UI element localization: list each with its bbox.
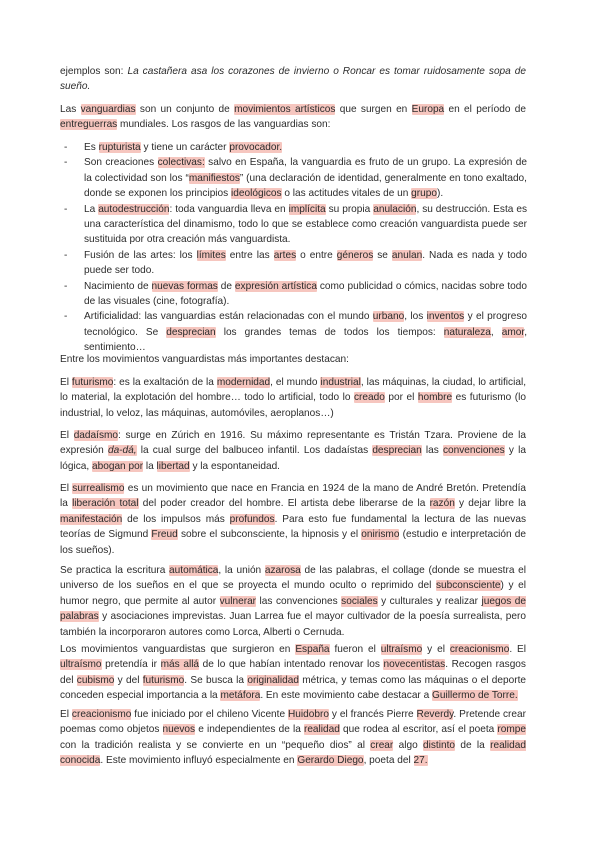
highlighted-term: vulnerar [219, 595, 257, 607]
futurismo-text [60, 375, 526, 421]
text-segment: Artificialidad: las vanguardias están relacionadas con el mundo [84, 311, 373, 323]
text-segment: , la unión [218, 565, 265, 576]
rasgos-list [63, 140, 527, 356]
text-segment: Son creaciones [84, 157, 158, 169]
highlighted-term: vanguardias [80, 104, 136, 115]
highlighted-term: realidad conocida [60, 739, 527, 767]
text-segment: de los impulsos más [122, 513, 230, 525]
highlighted-term: Guillermo de Torre. [432, 690, 518, 702]
creacionismo-paragraph [60, 707, 526, 769]
text-segment: de las palabras, el collage (donde se muestra el universo de los sueños en el que se proyecta el mundo oculto o reprimido del [60, 565, 526, 592]
text-segment: y culturales y realizar [377, 595, 482, 607]
text-segment: o entre [296, 249, 337, 261]
rasgos-list-wrap [63, 140, 527, 356]
highlighted-term: azarosa [264, 565, 301, 576]
highlighted-term: onirismo [361, 529, 400, 541]
highlighted-term: surrealismo [72, 483, 125, 494]
escritura-text [60, 563, 526, 640]
entre-paragraph [60, 352, 526, 367]
text-segment: de [217, 280, 235, 292]
escritura-paragraph [60, 563, 526, 640]
text-segment: y el progreso tecnológico. Se [84, 311, 528, 338]
highlighted-term: anulación [373, 203, 417, 215]
highlighted-term: Huidobro [288, 709, 329, 720]
text-segment: y el francés Pierre [328, 709, 417, 720]
highlighted-term: profundos [229, 513, 275, 525]
text-segment: y el [422, 644, 450, 655]
text-segment: . Nada es nada y todo puede ser todo. [84, 249, 527, 277]
dadaismo-text [60, 428, 526, 474]
highlighted-term: autodestrucción [98, 203, 170, 215]
text-segment: mundiales. Los rasgos de las vanguardias son: [117, 119, 331, 131]
text-segment: fue iniciado por el chileno Vicente [131, 709, 289, 720]
text-segment: de lo que habían intentado renovar los [199, 659, 384, 671]
highlighted-term: juegos de palabras [60, 595, 526, 623]
text-segment: Los movimientos vanguardistas que surgieron en [60, 644, 296, 655]
highlighted-term: 27. [413, 755, 428, 767]
rasgo-item [63, 279, 527, 310]
highlighted-term: hombre [417, 392, 453, 404]
highlighted-term: inventos [426, 311, 465, 323]
highlighted-term: creado [353, 392, 385, 404]
text-segment: El [60, 430, 74, 441]
text-segment: . En este movimiento cabe destacar a [260, 690, 433, 702]
futurismo-paragraph [60, 375, 526, 421]
text-segment: . Recogen rasgos del [60, 659, 526, 686]
rasgo-item [63, 248, 527, 279]
text-segment: y dejar libre la [454, 498, 527, 510]
dadaismo-paragraph [60, 428, 526, 474]
highlighted-term: automática [169, 565, 219, 576]
highlighted-term: límites [196, 249, 226, 261]
highlighted-term: ideológicos [231, 188, 282, 200]
highlighted-term: ultraísmo [60, 659, 102, 671]
text-segment: como publicidad o cómics, nacidas sobre todo de las visuales (cine, fotografía). [84, 280, 527, 308]
text-segment: las [421, 445, 443, 457]
text-segment: . El [509, 644, 526, 655]
text-segment: del poder creador del hombre. El artista debe liberarse de la [138, 498, 430, 510]
text-segment: . Para esto fue fundamental la lectura de las nuevas teorías de Sigmund [60, 513, 526, 541]
text-segment: , sentimiento… [84, 326, 527, 354]
text-segment: , su destrucción. Esta es una característica del dinamismo, todo lo que se establece como creación vanguardista puede ser sustituida por otra creación más vanguardista. [84, 203, 527, 246]
highlighted-term: subconsciente [435, 580, 501, 592]
vanguardias-paragraph [60, 102, 526, 133]
highlighted-term: movimientos artísticos [234, 104, 336, 115]
text-segment: , los [404, 311, 427, 323]
highlighted-term: futurismo [71, 377, 114, 388]
highlighted-term: modernidad [216, 377, 271, 388]
highlighted-term: cubismo [76, 674, 115, 686]
rasgo-item [63, 202, 527, 248]
highlighted-term: creacionismo [449, 644, 510, 655]
highlighted-term: novecentistas [383, 659, 446, 671]
text-segment: la [143, 460, 157, 472]
text-segment: . Pretende crear poemas como objetos [60, 709, 526, 736]
intro-examples: La castañera asa los corazones de invierno o Roncar es tomar ruidosamente sopa de sueño. [60, 66, 526, 93]
highlighted-term: realidad [303, 724, 340, 736]
text-segment: Nacimiento de [84, 280, 152, 292]
text-segment: por el [384, 392, 418, 404]
text-segment: pretendía ir [101, 659, 161, 671]
text-segment: ) y el humor negro, que permite al autor [60, 580, 526, 607]
text-segment: e independientes de la [195, 724, 304, 736]
vanguardias-text [60, 102, 526, 133]
text-segment: , poeta del [363, 755, 414, 767]
text-segment: la cual surge del balbuceo infantil. Los dadaístas [136, 445, 373, 457]
highlighted-term: nuevos [162, 724, 196, 736]
text-segment: y del [114, 674, 143, 686]
intro-paragraph [60, 64, 526, 95]
highlighted-term: dadaísmo [73, 430, 119, 441]
text-segment: los grandes temas de todos los tiempos: [215, 326, 444, 338]
text-segment: algo [393, 739, 424, 751]
text-segment: sobre el subconsciente, la hipnosis y el [177, 529, 362, 541]
text-segment: . Se busca la [184, 674, 248, 686]
rasgo-item [63, 155, 527, 201]
text-segment: su propia [325, 203, 374, 215]
highlighted-term: futurismo [142, 674, 185, 686]
text-segment: métrica, y temas como las máquinas o el deporte conceden especial importancia a la [60, 674, 526, 702]
text-segment: El [60, 377, 72, 388]
text-segment: es futurismo (lo industrial, lo veloz, las máquinas, automóviles, aeroplanos…) [60, 392, 527, 419]
highlighted-term: anulan [391, 249, 423, 261]
highlighted-term: urbano [372, 311, 405, 323]
highlighted-term: Freud [151, 529, 178, 541]
surrealismo-paragraph [60, 481, 526, 558]
highlighted-term: creacionismo [71, 709, 132, 720]
rasgo-item [63, 140, 527, 155]
highlighted-term: industrial [320, 377, 361, 388]
surrealismo-text [60, 481, 526, 558]
highlighted-term: rompe [497, 724, 526, 736]
highlighted-term: crear [370, 739, 394, 751]
text-segment: entre las [225, 249, 274, 261]
highlighted-term: da-dá, [107, 445, 137, 457]
text-segment: con la tradición realista y se convierte en un “pequeño dios” al [60, 739, 371, 751]
text-segment: ). [437, 188, 444, 200]
text-segment: Las [60, 104, 81, 115]
text-segment: y tiene un carácter [140, 142, 230, 153]
highlighted-term: razón [429, 498, 455, 510]
highlighted-term: Europa [411, 104, 445, 115]
highlighted-term: más allá [160, 659, 200, 671]
text-segment: es un movimiento que nace en Francia en 1924 de la mano de André Bretón. Pretendía la [60, 483, 526, 510]
rasgo-item [63, 309, 527, 355]
highlighted-term: amor [501, 326, 525, 338]
text-segment: en el período de [444, 104, 526, 115]
text-segment: , las máquinas, la ciudad, lo artificial, lo material, la explotación del hombre… todo lo artificial, todo lo [60, 377, 526, 404]
highlighted-term: Reverdy [416, 709, 454, 720]
creacionismo-text [60, 707, 526, 769]
highlighted-term: sociales [341, 595, 378, 607]
highlighted-term: abogan por [91, 460, 144, 472]
text-segment: El [60, 483, 73, 494]
text-segment: son un conjunto de [135, 104, 235, 115]
text-segment: las convenciones [256, 595, 342, 607]
entre-text: Entre los movimientos vanguardistas más importantes destacan: [60, 354, 349, 365]
text-segment: salvo en España, la vanguardia es fruto de un grupo. La expresión de la colectividad son los “ [84, 157, 527, 184]
highlighted-term: implícita [288, 203, 326, 215]
text-segment: fueron el [329, 644, 381, 655]
highlighted-term: entreguerras [60, 119, 118, 131]
highlighted-term: Gerardo Diego [297, 755, 364, 767]
text-segment: se [373, 249, 392, 261]
highlighted-term: convenciones [442, 445, 505, 457]
highlighted-term: rupturista [98, 142, 141, 153]
text-segment: , [490, 326, 502, 338]
text-segment: (estudio e interpretación de los sueños). [60, 529, 526, 556]
highlighted-term: originalidad [247, 674, 299, 686]
text-segment: : es la exaltación de la [113, 377, 217, 388]
text-segment: ” (una declaración de identidad, generalmente en tono exaltado, donde se exponen los principios [84, 172, 527, 200]
espana-text [60, 642, 526, 704]
text-segment: Se practica la escritura [60, 565, 170, 576]
highlighted-term: España [295, 644, 330, 655]
highlighted-term: liberación total [72, 498, 139, 510]
highlighted-term: grupo [411, 188, 437, 200]
text-segment: y la lógica, [60, 445, 526, 472]
highlighted-term: ultraísmo [380, 644, 423, 655]
highlighted-term: libertad [156, 460, 190, 472]
text-segment: y la espontaneidad. [189, 460, 280, 472]
highlighted-term: naturaleza [443, 326, 491, 338]
text-segment: y asociaciones imprevistas. Juan Larrea fue el mayor cultivador de la poesía surrealista, pero también la incorporaron autores como Lorca, Alberti o Cernuda. [60, 611, 526, 638]
espana-paragraph [60, 642, 526, 704]
text-segment: que surgen en [335, 104, 412, 115]
highlighted-term: manifestación [60, 513, 123, 525]
intro-text: ejemplos son: [60, 66, 128, 77]
text-segment: , el mundo [270, 377, 321, 388]
text-segment: Es [84, 142, 99, 153]
text-segment: La [84, 203, 99, 215]
text-segment: : toda vanguardia lleva en [169, 203, 289, 215]
highlighted-term: géneros [336, 249, 374, 261]
text-segment: . Este movimiento influyó especialmente en [100, 755, 298, 767]
highlighted-term: expresión artística [234, 280, 317, 292]
highlighted-term: distinto [423, 739, 456, 751]
highlighted-term: colectivas: [157, 157, 205, 169]
text-segment: El [60, 709, 72, 720]
highlighted-term: desprecian [166, 326, 216, 338]
text-segment: Fusión de las artes: los [84, 249, 197, 261]
highlighted-term: metáfora [220, 690, 261, 702]
text-segment: de la [455, 739, 491, 751]
highlighted-term: artes [273, 249, 297, 261]
highlighted-term: provocador. [229, 142, 283, 153]
highlighted-term: desprecian [372, 445, 422, 457]
highlighted-term: manifiestos [188, 172, 240, 184]
text-segment: que rodea al escritor, así el poeta [339, 724, 498, 736]
highlighted-term: nuevas formas [151, 280, 218, 292]
text-segment: o las actitudes vitales de un [281, 188, 412, 200]
text-segment: : surge en Zúrich en 1916. Su máximo representante es Tristán Tzara. Proviene de la expresión [60, 430, 526, 457]
